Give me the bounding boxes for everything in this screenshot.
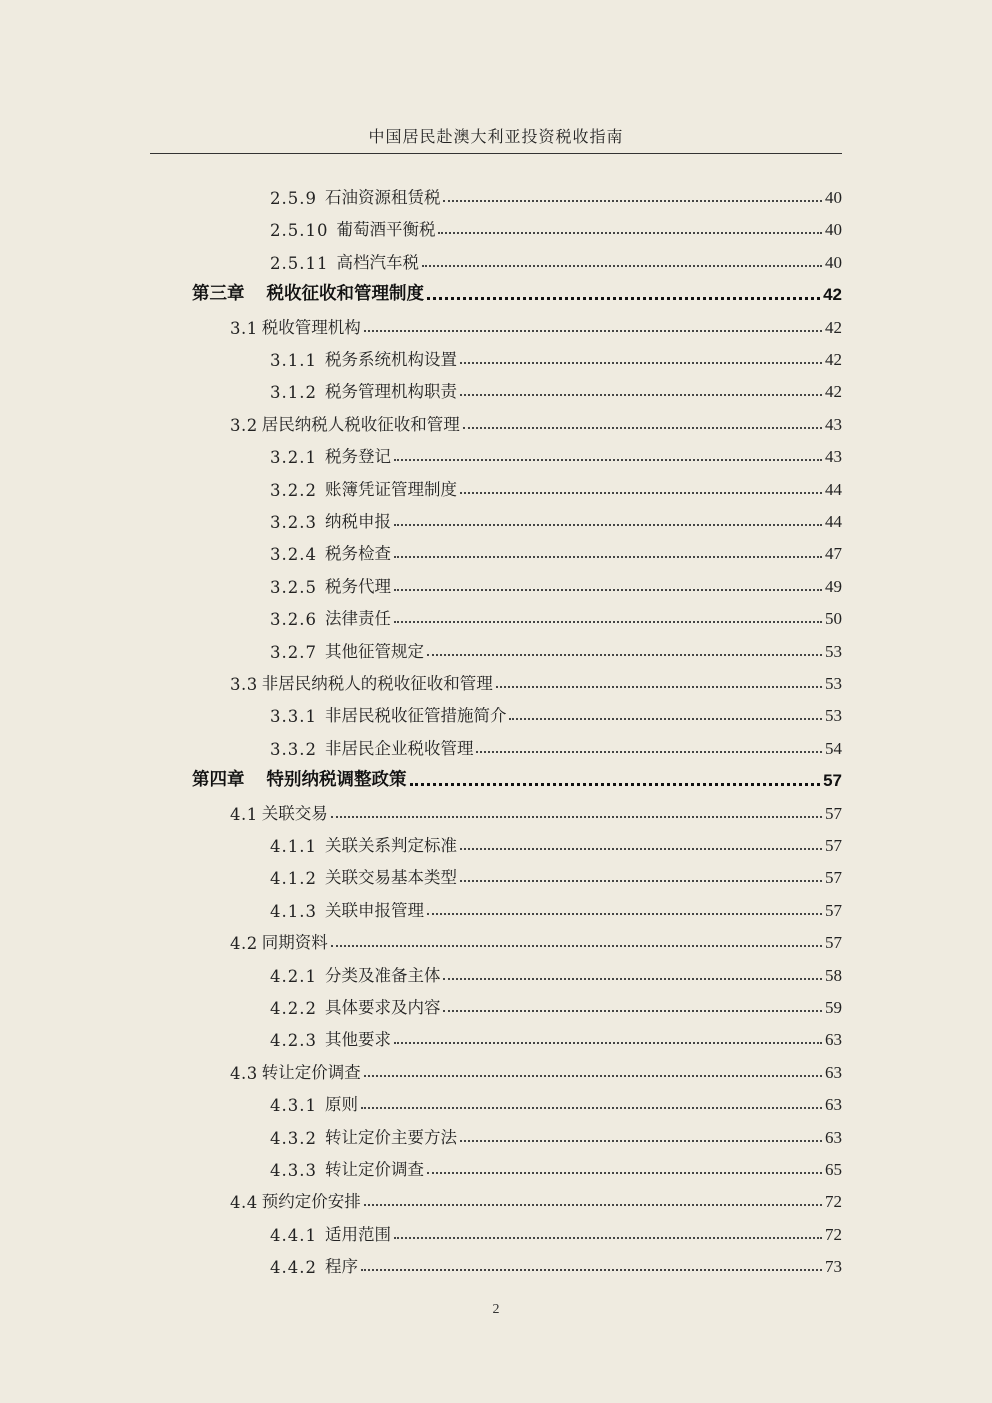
toc-entry-number: 4.3.1: [270, 1096, 317, 1116]
toc-entry[interactable]: [230, 796, 842, 824]
dot-leader: [410, 783, 821, 786]
dot-leader: [394, 1042, 822, 1044]
toc-entry-number: 4.2.2: [270, 999, 317, 1018]
toc-entry-number: 4.3: [230, 1063, 258, 1083]
toc-entry[interactable]: [270, 569, 842, 597]
toc-entry-number: 3.2.7: [270, 642, 317, 662]
toc-entry-page: 44: [825, 479, 842, 499]
dot-leader: [361, 1269, 822, 1271]
toc-entry-number: 4.4.2: [270, 1258, 317, 1278]
dot-leader: [394, 459, 822, 461]
toc-entry-page: 63: [825, 1030, 842, 1050]
toc-entry[interactable]: [270, 1120, 842, 1148]
toc-entry-number: 第四章: [192, 770, 245, 791]
toc-entry-page: 72: [825, 1192, 842, 1212]
toc-entry-page: 53: [825, 674, 842, 693]
toc-entry[interactable]: [270, 828, 842, 856]
dot-leader: [427, 654, 822, 656]
toc-entry[interactable]: [270, 342, 842, 370]
toc-entry-title: 特别纳税调整政策: [266, 770, 407, 791]
dot-leader: [509, 718, 822, 720]
toc-entry[interactable]: [270, 504, 842, 532]
toc-entry[interactable]: [270, 536, 842, 564]
toc-entry-number: 3.2.3: [270, 513, 317, 532]
toc-entry-page: 43: [825, 414, 842, 434]
toc-entry-title: 石油资源租赁税: [324, 188, 441, 207]
toc-entry-number: 3.2: [230, 415, 258, 435]
dot-leader: [460, 848, 822, 850]
dot-leader: [427, 297, 820, 300]
toc-entry-title: 原则: [324, 1095, 358, 1115]
toc-entry-number: 4.1: [230, 804, 258, 824]
dot-leader: [460, 492, 822, 494]
toc-entry-number: 3.1.1: [270, 351, 317, 370]
toc-entry[interactable]: [270, 893, 842, 921]
toc-entry-page: 42: [825, 350, 842, 369]
toc-entry-title: 其他要求: [324, 1030, 391, 1050]
toc-entry-page: 63: [825, 1062, 842, 1082]
toc-entry[interactable]: [270, 1217, 842, 1245]
toc-entry-number: 3.3.1: [270, 707, 317, 727]
dot-leader: [496, 686, 822, 688]
toc-entry-title: 关联交易基本类型: [324, 868, 457, 888]
toc-entry-title: 非居民企业税收管理: [324, 738, 474, 758]
toc-entry-page: 73: [825, 1257, 842, 1277]
toc-entry-page: 42: [825, 382, 842, 402]
toc-entry-title: 税收征收和管理制度: [266, 284, 424, 305]
toc-entry[interactable]: [230, 666, 842, 694]
dot-leader: [364, 1204, 822, 1206]
toc-entry-page: 65: [825, 1160, 842, 1179]
toc-entry-title: 转让定价调查: [324, 1160, 424, 1179]
toc-entry-title: 关联交易: [261, 803, 328, 823]
toc-entry-title: 同期资料: [261, 933, 328, 953]
toc-entry[interactable]: [270, 634, 842, 662]
toc-entry-number: 2.5.10: [270, 221, 329, 241]
dot-leader: [394, 621, 822, 623]
dot-leader: [394, 1237, 822, 1239]
toc-entry-title: 税务代理: [324, 576, 391, 596]
toc-entry-page: 44: [825, 512, 842, 531]
toc-entry-page: 57: [823, 771, 842, 791]
toc-entry[interactable]: [230, 925, 842, 953]
toc-entry-number: 3.2.2: [270, 480, 317, 500]
dot-leader: [476, 751, 822, 753]
toc-entry-number: 3.2.1: [270, 448, 317, 468]
running-header: 中国居民赴澳大利亚投资税收指南: [368, 127, 624, 146]
dot-leader: [427, 913, 822, 915]
dot-leader: [443, 1010, 822, 1012]
toc-entry-title: 关联申报管理: [324, 900, 424, 920]
toc-entry-title: 账簿凭证管理制度: [324, 479, 457, 499]
dot-leader: [364, 1075, 822, 1077]
toc-entry-number: 3.3.2: [270, 739, 317, 759]
toc-entry-title: 法律责任: [324, 609, 391, 629]
toc-entry[interactable]: [270, 1087, 842, 1115]
toc-entry-page: 63: [825, 1095, 842, 1115]
toc-entry-title: 转让定价调查: [261, 1062, 361, 1082]
toc-entry-number: 4.2.3: [270, 1031, 317, 1051]
toc-entry-page: 49: [825, 576, 842, 596]
toc-entry-page: 59: [825, 998, 842, 1017]
toc-entry-page: 43: [825, 447, 842, 467]
dot-leader: [460, 880, 822, 882]
toc-entry[interactable]: [270, 180, 842, 208]
toc-entry-page: 57: [825, 836, 842, 855]
toc-entry-number: 4.2: [230, 934, 258, 954]
toc-entry-page: 47: [825, 544, 842, 564]
toc-entry-title: 葡萄酒平衡税: [336, 220, 436, 240]
toc-entry[interactable]: [270, 1022, 842, 1050]
dot-leader: [460, 394, 822, 396]
toc-entry-number: 4.1.3: [270, 901, 317, 921]
toc-entry-number: 4.3.3: [270, 1161, 317, 1180]
toc-entry[interactable]: [230, 1184, 842, 1212]
toc-entry-page: 57: [825, 900, 842, 920]
dot-leader: [394, 589, 822, 591]
dot-leader: [394, 524, 822, 526]
toc-entry-page: 53: [825, 706, 842, 726]
toc-entry-title: 关联关系判定标准: [324, 836, 457, 855]
toc-entry-title: 具体要求及内容: [324, 998, 441, 1017]
toc-entry-number: 3.1.2: [270, 383, 317, 403]
dot-leader: [361, 1107, 822, 1109]
toc-entry-page: 40: [825, 188, 842, 207]
toc-entry[interactable]: [270, 245, 842, 273]
toc-entry-page: 57: [825, 933, 842, 953]
toc-entry-title: 税务登记: [324, 447, 391, 467]
toc-entry[interactable]: [270, 472, 842, 500]
toc-entry-page: 50: [825, 609, 842, 629]
toc-entry[interactable]: [270, 731, 842, 759]
toc-entry-title: 税务管理机构职责: [324, 382, 457, 402]
toc-entry-title: 高档汽车税: [336, 252, 419, 272]
toc-entry[interactable]: [270, 601, 842, 629]
toc-entry-number: 2.5.11: [270, 253, 329, 273]
toc-entry[interactable]: [270, 958, 842, 986]
toc-entry-title: 非居民纳税人的税收征收和管理: [261, 674, 493, 693]
toc-entry[interactable]: [270, 990, 842, 1018]
toc-entry-number: 4.2.1: [270, 966, 317, 986]
toc-entry[interactable]: [192, 763, 842, 791]
toc-entry-number: 3.2.5: [270, 577, 317, 597]
toc-entry-number: 3.2.4: [270, 545, 317, 565]
dot-leader: [422, 265, 822, 267]
toc-entry-title: 非居民税收征管措施简介: [324, 706, 507, 726]
dot-leader: [427, 1172, 822, 1174]
toc-entry-title: 程序: [324, 1257, 358, 1277]
toc-entry-title: 预约定价安排: [261, 1192, 361, 1212]
toc-entry-number: 2.5.9: [270, 189, 317, 208]
toc-entry-title: 其他征管规定: [324, 641, 424, 661]
toc-entry-title: 税收管理机构: [261, 317, 361, 337]
toc-entry-number: 4.4.1: [270, 1225, 317, 1245]
dot-leader: [443, 200, 822, 202]
toc-entry-title: 纳税申报: [324, 512, 391, 531]
toc-entry-page: 53: [825, 641, 842, 661]
toc-entry[interactable]: [230, 1055, 842, 1083]
toc-entry-page: 54: [825, 738, 842, 758]
toc-entry-number: 3.3: [230, 675, 258, 694]
toc-entry-title: 居民纳税人税收征收和管理: [261, 414, 460, 434]
toc-entry-page: 42: [825, 317, 842, 337]
dot-leader: [331, 945, 822, 947]
toc-entry[interactable]: [270, 698, 842, 726]
toc-entry-title: 税务系统机构设置: [324, 350, 457, 369]
dot-leader: [438, 232, 822, 234]
toc-entry[interactable]: [270, 1249, 842, 1277]
toc-entry-number: 3.2.6: [270, 610, 317, 630]
toc-entry-title: 税务检查: [324, 544, 391, 564]
toc-entry[interactable]: [230, 407, 842, 435]
toc-entry-page: 58: [825, 965, 842, 985]
toc-entry[interactable]: [270, 439, 842, 467]
toc-entry[interactable]: [230, 310, 842, 338]
page-number: 2: [492, 1302, 500, 1317]
dot-leader: [463, 427, 822, 429]
dot-leader: [460, 362, 822, 364]
toc-entry-number: 4.1.2: [270, 869, 317, 889]
toc-entry-page: 72: [825, 1224, 842, 1244]
toc-entry-page: 63: [825, 1127, 842, 1147]
toc-entry[interactable]: [270, 212, 842, 240]
toc-entry-page: 42: [823, 285, 842, 305]
toc-entry-title: 分类及准备主体: [324, 965, 441, 985]
toc-entry-title: 转让定价主要方法: [324, 1127, 457, 1147]
toc-entry-page: 57: [825, 868, 842, 888]
toc-entry[interactable]: [270, 860, 842, 888]
toc-entry-number: 4.3.2: [270, 1128, 317, 1148]
dot-leader: [364, 330, 822, 332]
toc-entry[interactable]: [192, 277, 842, 305]
toc-entry-page: 40: [825, 220, 842, 240]
toc-entry-number: 第三章: [192, 284, 245, 305]
toc-entry-title: 适用范围: [324, 1224, 391, 1244]
header-rule: [150, 153, 842, 154]
toc-entry-number: 3.1: [230, 318, 258, 338]
toc-entry[interactable]: [270, 1152, 842, 1180]
toc-entry[interactable]: [270, 374, 842, 402]
dot-leader: [331, 816, 822, 818]
toc-entry-number: 4.1.1: [270, 837, 317, 856]
toc-entry-number: 4.4: [230, 1193, 258, 1213]
dot-leader: [460, 1140, 822, 1142]
dot-leader: [394, 556, 822, 558]
toc-entry-page: 40: [825, 252, 842, 272]
dot-leader: [443, 978, 822, 980]
toc-entry-page: 57: [825, 803, 842, 823]
